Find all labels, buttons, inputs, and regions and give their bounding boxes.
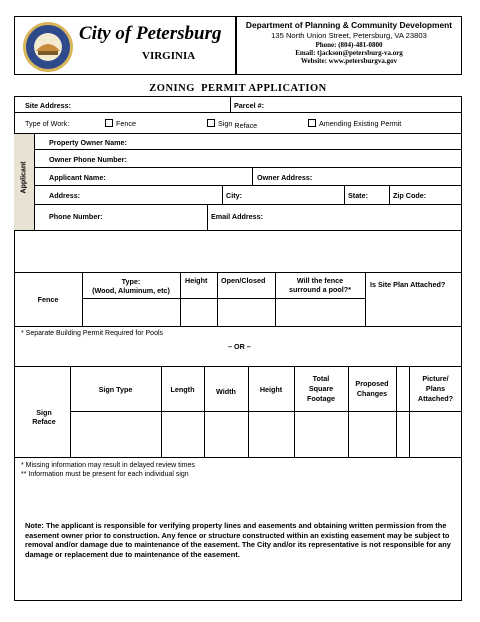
email-label: Email Address: [211, 212, 264, 221]
department-website: Website: www.petersburgva.gov [300, 57, 398, 65]
department-name: Department of Planning & Community Development [245, 20, 453, 30]
site-address-row [14, 96, 462, 113]
fence-option-label: Fence [116, 119, 136, 128]
address-label: Address: [49, 191, 81, 200]
sign-picture-line-1: Picture/ [422, 374, 449, 383]
sign-width-header: Width [216, 386, 236, 396]
fence-pool-header [275, 273, 365, 296]
zip-label: Zip Code: [393, 191, 427, 200]
sign-checkbox[interactable] [207, 119, 257, 128]
sign-proposed-line-2: Changes [356, 389, 388, 398]
sign-reface-line-2: Reface [32, 417, 56, 426]
sign-height-header: Height [259, 384, 283, 394]
sign-reface-line-1: Sign [36, 408, 52, 417]
fence-height-header: Height [185, 276, 208, 285]
fence-section [14, 272, 462, 327]
checkbox-icon [207, 119, 215, 127]
city-label: City: [226, 191, 242, 200]
sign-proposed-header [348, 367, 396, 411]
sign-picture-line-2: Plans [425, 384, 446, 393]
fence-checkbox[interactable] [105, 119, 136, 128]
site-address-label: Site Address: [25, 101, 72, 110]
department-info-box [236, 16, 462, 75]
applicant-name-label: Applicant Name: [49, 173, 106, 182]
sign-total-line-3: Footage [307, 394, 335, 403]
sign-option-label-2: Reface [234, 121, 258, 130]
sign-picture-header [409, 367, 462, 411]
type-of-work-row [15, 116, 461, 130]
missing-info-note: * Missing information may result in delayed review times [21, 462, 195, 469]
checkbox-icon [105, 119, 113, 127]
fence-type-header [82, 273, 180, 298]
amend-checkbox[interactable] [308, 119, 401, 128]
owner-phone-label: Owner Phone Number: [49, 155, 127, 164]
city-seal-icon [21, 21, 75, 73]
parcel-label: Parcel #: [234, 101, 264, 110]
form-body [14, 96, 462, 601]
type-of-work-label: Type of Work: [25, 119, 70, 128]
pool-note: * Separate Building Permit Required for Pools [21, 330, 164, 337]
sign-proposed-line-1: Proposed [355, 379, 389, 388]
fence-open-closed-header: Open/Closed [221, 276, 266, 285]
easement-note: Note: The applicant is responsible for verifying property lines and easements and obtaining written permission from the easement owner prior to construction. Any fence or structure constructed within an existing easement may be subject to removal and/or damage due to maintenance of the easement. The City and/or its representative is not responsible for any damage or replacement due to maintenance of the easement. [25, 521, 451, 559]
form-title: ZONING PERMIT APPLICATION [149, 82, 327, 94]
sign-total-line-2: Square [308, 384, 334, 393]
department-phone: Phone: (804)-481-0800 [315, 41, 383, 49]
sign-option-label: Sign [218, 119, 233, 128]
department-address: 135 North Union Street, Petersburg, VA 23803 [271, 31, 427, 40]
sign-total-line-1: Total [312, 374, 330, 383]
amend-option-label: Amending Existing Permit [319, 119, 402, 128]
sign-type-header: Sign Type [98, 384, 133, 394]
site-divider [230, 97, 231, 112]
checkbox-icon [308, 119, 316, 127]
or-separator: – OR – [228, 342, 251, 351]
owner-address-label: Owner Address: [257, 173, 313, 182]
sign-reface-label [14, 397, 74, 437]
state-label: State: [348, 191, 368, 200]
department-email: Email: tjackson@petersburg-va.org [295, 49, 403, 57]
phone-label: Phone Number: [49, 212, 103, 221]
applicant-tab-label: Applicant [20, 161, 28, 194]
header-logo-box [14, 16, 236, 75]
fence-label: Fence [37, 295, 59, 304]
applicant-tab [14, 134, 35, 230]
sign-reface-section [14, 366, 462, 458]
owner-name-label: Property Owner Name: [49, 138, 127, 147]
each-sign-note: ** Information must be present for each individual sign [21, 471, 189, 478]
city-name: City of Petersburg [79, 23, 222, 44]
fence-type-line-2: (Wood, Aluminum, etc) [92, 285, 170, 295]
applicant-section [14, 133, 462, 231]
site-plan-header: Is Site Plan Attached? [370, 280, 446, 289]
sign-picture-line-3: Attached? [417, 394, 454, 403]
sign-length-header: Length [170, 384, 195, 394]
fence-pool-line-2: surround a pool?* [289, 284, 351, 294]
fence-type-line-1: Type: [121, 276, 141, 286]
state-name: VIRGINIA [142, 50, 196, 62]
fence-pool-line-1: Will the fence [296, 275, 344, 285]
sign-total-header [294, 367, 348, 411]
